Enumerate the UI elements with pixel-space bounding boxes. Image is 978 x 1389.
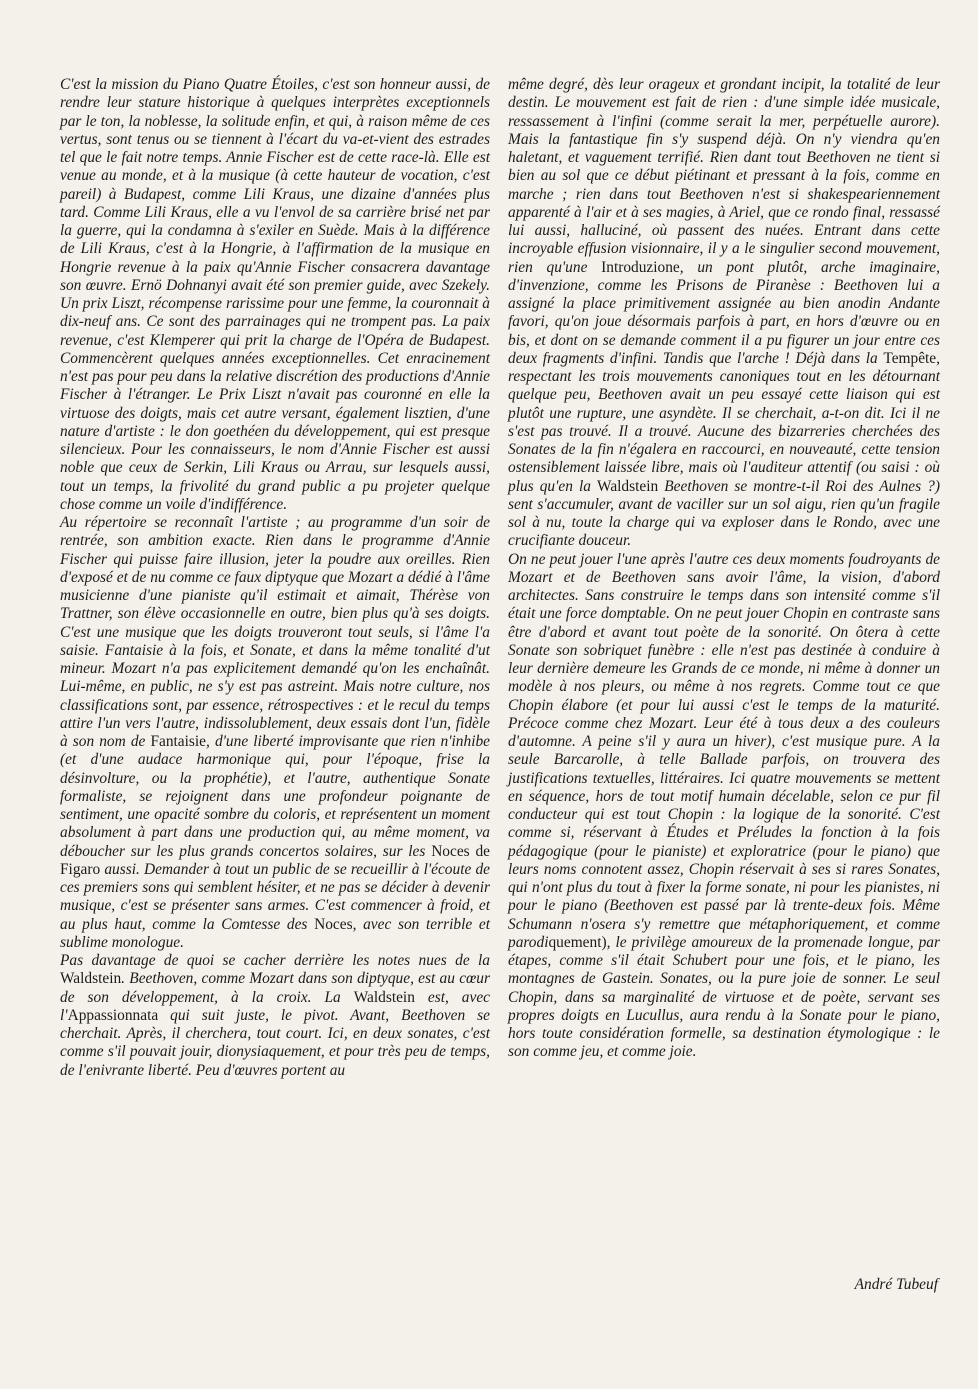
author-signature: André Tubeuf	[854, 1276, 938, 1293]
text-run: Au répertoire se reconnaît l'artiste ; au programme d'un soir de rentrée, son ambition exacte. Rien dans le programme d'Annie Fischer qui puisse faire illusion, jeter la poudre aux oreilles. Rien d'exposé et de nu comme ce faux diptyque que Mozart a dédié à l'âme musicienne d'une pianiste qu'il estimait et aimait, Thérèse von Trattner, son élève occasionnelle en outre, bien plus qu'à ses doigts. C'est une musique que les doigts trouveront tout seuls, si l'âme l'a saisie. Fantaisie à la fois, et Sonate, et dans la même tonalité d'ut mineur. Mozart n'a pas explicitement demandé qu'on les enchaînât. Lui-même, en public, ne s'y est pas astreint. Mais notre culture, nos classifications sont, par essence, rétrospectives : et le recul du temps attire l'un vers l'autre, indissolublement, deux essais dont l'un, fidèle à son nom de	[60, 514, 490, 750]
title-text: Tempête	[883, 349, 937, 367]
title-text: Noces	[314, 915, 353, 933]
text-run: C'est la mission du Piano Quatre Étoiles, c'est son honneur aussi, de rendre leur stature historique à quelques interprètes exceptionnels par le ton, la noblesse, la solitude enfin, et qui, à raison même de ces vertus, sont tenus ou se tiennent à l'écart du va-et-vient des estrades tel que le fait notre temps. Annie Fischer est de cette race-là. Elle est venue au monde, et à la musique (à cette hauteur de vocation, c'est pareil) à Budapest, comme Lili Kraus, une dizaine d'années plus tard. Comme Lili Kraus, elle a vu l'envol de sa carrière brisé net par la guerre, qui la condamna à s'exiler en Suède. Mais à la différence de Lili Kraus, c'est à la Hongrie, à l'affirmation de la musique en Hongrie revenue à la paix qu'Annie Fischer consacrera davantage son œuvre. Ernö Dohnanyi avait été son premier guide, avec Szekely. Un prix Liszt, récompense rarissime pour une femme, la couronnait à dix-neuf ans. Ce sont des parrainages qui ne trompent pas. La paix revenue, c'est Klemperer qui prit la charge de l'Opéra de Budapest. Commencèrent quelques années exceptionnelles. Cet enracinement n'est pas pour peu dans la relative discrétion des productions d'Annie Fischer à l'étranger. Le Prix Liszt n'avait pas couronné en elle la virtuose des doigts, mais cet autre versant, également lisztien, d'une nature d'artiste : le don goethéen du développement, qui est presque silencieux. Pour les connaisseurs, le nom d'Annie Fischer est aussi noble que ceux de Serkin, Lili Kraus ou Arrau, sur lesquels aussi, tout un temps, la frivolité du grand public a pu projeter quelque chose comme un voile d'indifférence.	[60, 76, 490, 513]
text-run: , respectant les trois mouvements canoniques tout en les détournant quelque peu, Beethoven avait un peu essayé cette liaison qui est plutôt une rupture, une asyndète. Il se cherchait, a-t-on dit. Ici il ne s'est pas trouvé. Il a trouvé. Aucune des bizarreries cherchées des Sonates de la fin n'égalera en raccourci, en nouveauté, cette tension ostensiblement laissée libre, mais où l'auditeur attentif (ou saisi : où plus qu'en la	[508, 349, 940, 495]
title-text: Noces de Figaro	[60, 842, 490, 878]
text-run: qui suit juste, le pivot. Avant, Beethoven se cherchait. Après, il cherchera, tout court. Ici, en deux sonates, c'est comme s'il pouvait jouir, dionysiaquement, et pour très peu de temps, de l'enivrante liberté. Peu d'œuvres portent au	[60, 1006, 490, 1079]
title-text: Introduzione	[601, 258, 680, 276]
paragraph	[508, 551, 940, 1062]
title-text: Waldstein	[353, 988, 415, 1006]
title-text: quement)	[548, 933, 607, 951]
text-run: est, avec l'	[60, 988, 490, 1024]
paragraph	[508, 76, 940, 551]
text-run: On ne peut jouer l'une après l'autre ces deux moments foudroyants de Mozart et de Beethoven sans avoir l'âme, la vision, d'abord architectes. Sans construire le temps dans son intensité comme s'il était une force domptable. On ne peut jouer Chopin en contraste sans être d'abord et avant tout poète de la sonorité. On ôtera à cette Sonate son sobriquet funèbre : elle n'est pas destinée à conduire à leur dernière demeure les Grands de ce monde, ni même à donner un modèle à nos pleurs, ou même à nos regrets. Comme tout ce que Chopin élabore (et pour lui aussi c'est le temps de la maturité. Précoce comme chez Mozart. Leur été à tous deux a des couleurs d'automne. A peine s'il y aura un hiver), c'est musique pure. A la seule Barcarolle, à telle Ballade parfois, on trouvera des justifications textuelles, littéraires. Ici quatre mouvements se mettent en séquence, hors de tout motif humain décelable, selon ce pur fil conducteur qui est tout Chopin : la logique de la sonorité. C'est comme si, réservant à Études et Préludes la fonction à la fois pédagogique (pour le pianiste) et exploratrice (pour le piano) que leurs noms connotent assez, Chopin réservait à ses si rares Sonates, qui n'ont plus du tout à fixer la forme sonate, ni pour les pianistes, ni pour le piano (Beethoven est passé par là trente-deux fois. Même Schumann n'osera s'y remettre que métaphoriquement, et comme parodi	[508, 550, 940, 951]
paragraph	[60, 952, 490, 1080]
text-run: , le privilège amoureux de la promenade longue, par étapes, comme s'il était Schubert pour une fois, et le piano, les montagnes de Gastein. Sonates, ou la pure joie de sonner. Le seul Chopin, dans sa marginalité de virtuose et de poète, servant ses propres doigts en Lucullus, aura rendu à la Sonate pour le piano, hors toute considération formelle, sa destination étymologique : le son comme jeu, et comme joie.	[508, 933, 940, 1061]
title-text: Waldstein	[60, 970, 122, 988]
text-run: , un pont plutôt, arche imaginaire, d'invenzione, comme les Prisons de Piranèse : Beethoven lui a assigné la place primitivement assignée au bien anodin Andante favori, qu'on joue désormais parfois à part, en hors d'œuvre ou en bis, et dont on se demande comment il a pu figurer un jour entre ces deux fragments d'infini. Tandis que l'arche ! Déjà dans la	[508, 258, 940, 367]
text-run: aussi. Demander à tout un public de se recueillir à l'écoute de ces premiers sons qui semblent hésiter, et ne pas se décider à devenir musique, c'est se présenter sans armes. C'est commencer à froid, et au plus haut, comme la Comtesse des	[60, 860, 490, 933]
paragraph	[60, 76, 490, 514]
paragraph	[60, 514, 490, 952]
text-run: , d'une liberté improvisante que rien n'inhibe (et d'une audace harmonique qui, pour l'époque, frise la désinvolture, ou la prophétie), et l'autre, authentique Sonate formaliste, se rejoignent dans une profondeur poignante de sentiment, une opacité sombre du coloris, et représentent un moment absolument à part dans une production qui, au même moment, va déboucher sur les plus grands concertos solaires, sur les	[60, 733, 490, 860]
title-text: Fantaisie	[150, 733, 207, 750]
text-run: Beethoven se montre-t-il Roi des Aulnes ?) sent s'accumuler, avant de vaciller sur un sol aigu, rien qu'un fragile sol à nu, toute la charge qui va exploser dans le Rondo, avec une crucifiante douceur.	[508, 477, 940, 550]
text-run: , avec son terrible et sublime monologue.	[60, 915, 490, 951]
text-run: . Beethoven, comme Mozart dans son diptyque, est au cœur de son développement, à la croix. La	[60, 970, 490, 1006]
text-run: Pas davantage de quoi se cacher derrière les notes nues de la	[60, 952, 490, 969]
title-text: Appassionnata	[67, 1006, 159, 1024]
text-run: même degré, dès leur orageux et grondant incipit, la totalité de leur destin. Le mouvement est fait de rien : d'une simple idée musicale, ressassement à l'infini (comme serait la mer, perpétuelle aurore). Mais la fantastique fin s'y suspend déjà. On n'y viendra qu'en haletant, et vaguement terrifié. Rien dant tout Beethoven ne tient si bien au sol que ce début piétinant et pressant à la fois, comme en marche ; rien dans tout Beethoven n'est si shakespeariennement apparenté à l'air et à ses magies, à Ariel, que ce rondo final, ressassé lui aussi, halluciné, où passent des nuées. Entrant dans cette incroyable effusion visionnaire, il y a le singulier second mouvement, rien qu'une	[508, 76, 940, 276]
left-column	[60, 76, 490, 1080]
title-text: Waldstein	[597, 477, 659, 495]
right-column	[508, 76, 940, 1062]
